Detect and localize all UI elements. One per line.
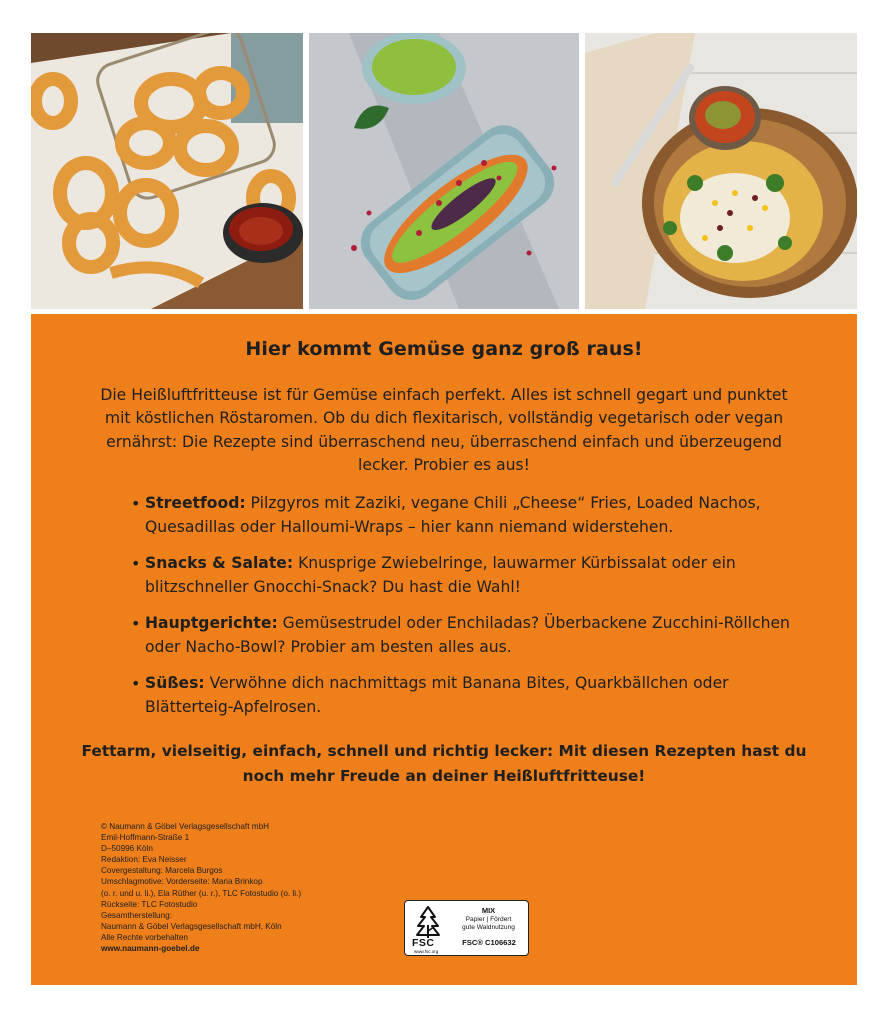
imprint-line: Gesamtherstellung:: [101, 910, 172, 920]
onion-rings-image: [31, 33, 303, 309]
intro-paragraph: Die Heißluftfritteuse ist für Gemüse einfach perfekt. Alles ist schnell gegart und punktet mit köstlichen Röstaromen. Ob du dich flexitarisch, vollständig vegetarisch oder vegan ernährst: Die Rezepte sind überraschend neu, überraschend einfach und überzeugend lecker. Probier es aus!: [100, 386, 788, 474]
loaded-nachos-image: [585, 33, 857, 309]
imprint-line: Alle Rechte vorbehalten: [101, 932, 188, 942]
bullet-icon: •: [131, 674, 141, 693]
closing-statement: Fettarm, vielseitig, einfach, schnell und richtig lecker: Mit diesen Rezepten hast du noch mehr Freude an deiner Heißluftfritteuse!: [81, 742, 807, 785]
bullet-text: Knusprige Zwiebelringe, lauwarmer Kürbissalat oder ein blitzschneller Gnocchi-Snack? Du hast die Wahl!: [145, 554, 736, 596]
fsc-description-line: gute Waldnutzung: [462, 923, 515, 931]
imprint-line: D–50996 Köln: [101, 844, 153, 854]
back-cover-panel: [31, 314, 857, 985]
list-item-suesses: [129, 672, 817, 719]
fsc-license-code: FSC® C106632: [462, 938, 516, 947]
bullet-label: Süßes:: [145, 674, 205, 692]
imprint-line: Rückseite: TLC Fotostudio: [101, 899, 198, 909]
fsc-description: [453, 916, 524, 931]
bullet-icon: •: [131, 554, 141, 573]
bullet-icon: •: [131, 494, 141, 513]
imprint-line: (o. r. und u. li.), Ela Rüther (u. r.), TLC Fotostudio (o. li.): [101, 888, 302, 898]
photo-sweet-potato: [309, 33, 579, 309]
list-item-hauptgerichte: [129, 612, 817, 659]
recipe-category-list: [129, 492, 817, 732]
bullet-text: Verwöhne dich nachmittags mit Banana Bites, Quarkbällchen oder Blätterteig-Apfelrosen.: [145, 674, 729, 716]
photo-onion-rings: [31, 33, 303, 309]
fsc-mix: MIX: [481, 906, 496, 915]
bullet-icon: •: [131, 614, 141, 633]
imprint-line: Emil-Hoffmann-Straße 1: [101, 833, 190, 843]
fsc-logo-word: FSC: [412, 937, 435, 949]
bullet-text: Gemüsestrudel oder Enchiladas? Überbackene Zucchini-Röllchen oder Nacho-Bowl? Probier am besten alles aus.: [145, 614, 790, 656]
publisher-website-link[interactable]: www.naumann-goebel.de: [101, 944, 200, 954]
bullet-label: Streetfood:: [145, 494, 246, 512]
bullet-label: Hauptgerichte:: [145, 614, 278, 632]
imprint-line: Covergestaltung: Marcela Burgos: [101, 866, 223, 876]
imprint-line: © Naumann & Göbel Verlagsgesellschaft mbH: [101, 822, 270, 831]
fsc-tree-icon: [413, 905, 443, 939]
bullet-text: Pilzgyros mit Zaziki, vegane Chili „Cheese“ Fries, Loaded Nachos, Quesadillas oder Halloumi-Wraps – hier kann niemand widerstehen.: [145, 494, 761, 536]
bullet-label: Snacks & Salate:: [145, 554, 294, 572]
imprint: [101, 821, 301, 954]
fsc-label: [404, 900, 529, 956]
list-item-streetfood: [129, 492, 817, 539]
headline: Hier kommt Gemüse ganz groß raus!: [245, 338, 643, 360]
list-item-snacks-salate: [129, 552, 817, 599]
fsc-description-line: Papier | Fördert: [465, 916, 512, 923]
fsc-website: www.fsc.org: [414, 949, 439, 954]
sweet-potato-image: [309, 33, 579, 309]
imprint-line: Umschlagmotive: Vorderseite: Maria Brinkop: [101, 877, 263, 887]
photo-loaded-nachos: [585, 33, 857, 309]
imprint-line: Naumann & Göbel Verlagsgesellschaft mbH, Köln: [101, 921, 282, 931]
imprint-line: Redaktion: Eva Neisser: [101, 855, 187, 865]
